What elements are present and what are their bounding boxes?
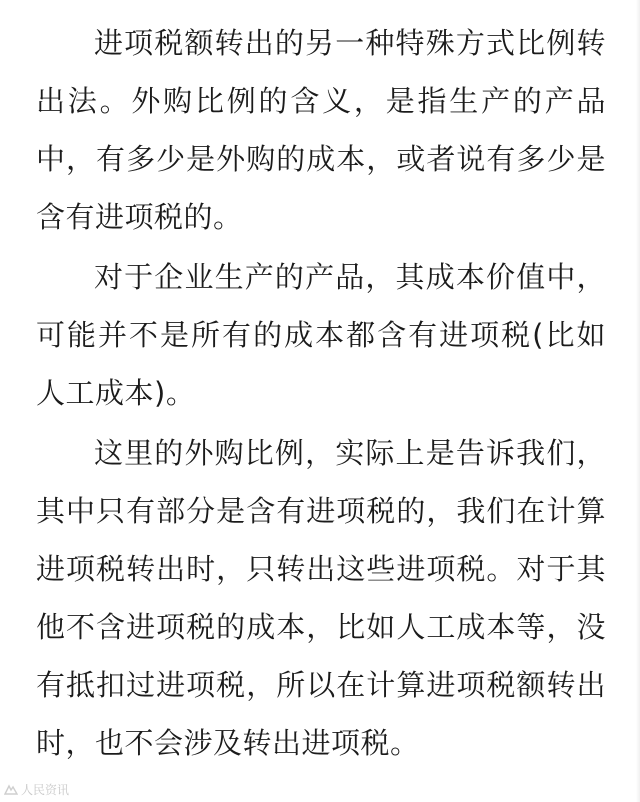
- paragraph-1: 进项税额转出的另一种特殊方式比例转出法。外购比例的含义，是指生产的产品中，有多少是外购的成本，或者说有多少是含有进项税的。: [36, 26, 606, 234]
- watermark-logo-icon: [4, 784, 18, 796]
- page-edge-shade: [636, 0, 640, 802]
- paragraph-3: 这里的外购比例，实际上是告诉我们，其中只有部分是含有进项税的，我们在计算进项税转出时，只转出这些进项税。对于其他不含进项税的成本，比如人工成本等，没有抵扣过进项税，所以在计算进项税额转出时，也不会涉及转出进项税。: [36, 436, 606, 760]
- watermark-text: 人民资讯: [21, 783, 70, 797]
- watermark: [4, 781, 69, 798]
- paragraph-2: 对于企业生产的产品，其成本价值中，可能并不是所有的成本都含有进项税(比如人工成本)。: [36, 260, 606, 410]
